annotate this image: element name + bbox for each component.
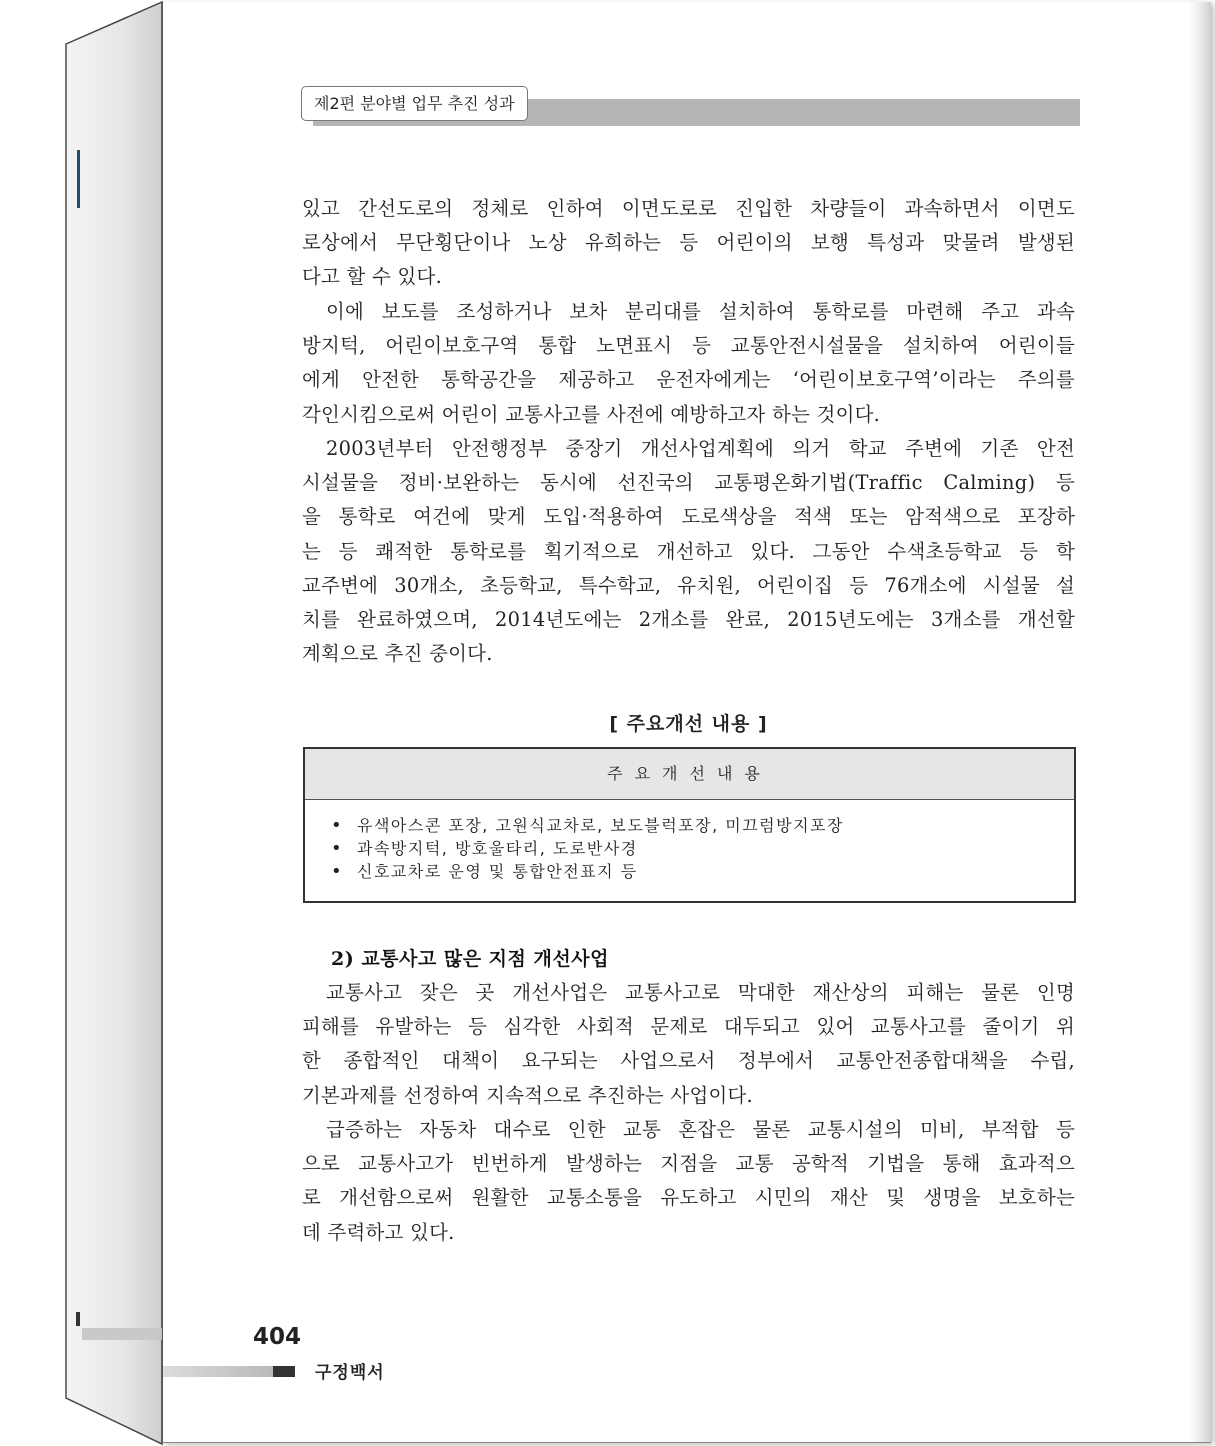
chapter-header: 제2편 분야별 업무 추진 성과 — [301, 86, 528, 121]
text-line: 데 주력하고 있다. — [302, 1220, 455, 1244]
paragraph-4 — [302, 976, 1075, 1113]
text-line: 에게 안전한 통학공간을 제공하고 운전자에게는 ‘어린이보호구역’이라는 주의를 — [302, 368, 1075, 392]
page-number: 404 — [253, 1324, 302, 1350]
text-line: 기본과제를 선정하여 지속적으로 추진하는 사업이다. — [302, 1083, 754, 1107]
footer-bar — [163, 1366, 273, 1377]
text-line: 각인시킴으로써 어린이 교통사고를 사전에 예방하고자 하는 것이다. — [302, 402, 881, 426]
book-spine — [0, 0, 170, 1446]
paragraph-1 — [302, 192, 1075, 295]
improvement-list — [305, 814, 1074, 883]
paragraph-5 — [302, 1113, 1075, 1250]
section-title: 2) 교통사고 많은 지점 개선사업 — [331, 948, 609, 970]
paragraph-2 — [302, 295, 1075, 432]
text-line: 이에 보도를 조성하거나 보차 분리대를 설치하여 통학로를 마련해 주고 과속 — [326, 300, 1075, 323]
text-line: 치를 완료하였으며, 2014년도에는 2개소를 완료, 2015년도에는 3개소를 개선할 — [302, 608, 1075, 632]
text-line: 로상에서 무단횡단이나 노상 유희하는 등 어린이의 보행 특성과 맞물려 발생된 — [302, 231, 1075, 255]
text-line: 한 종합적인 대책이 요구되는 사업으로서 정부에서 교통안전종합대책을 수립, — [302, 1049, 1075, 1073]
text-line: 는 등 쾌적한 통학로를 획기적으로 개선하고 있다. 그동안 수색초등학교 등 학 — [302, 539, 1075, 563]
text-line: 교통사고 잦은 곳 개선사업은 교통사고로 막대한 재산상의 피해는 물론 인명 — [326, 981, 1075, 1004]
box-caption: [ 주요개선 내용 ] — [609, 713, 768, 735]
paragraph-3 — [302, 432, 1075, 671]
list-item: • 유색아스콘 포장, 고원식교차로, 보도블럭포장, 미끄럼방지포장 — [331, 814, 1074, 837]
book-title: 구정백서 — [315, 1363, 385, 1383]
text-line: 방지턱, 어린이보호구역 통합 노면표시 등 교통안전시설물을 설치하여 어린이들 — [302, 334, 1075, 358]
improvement-box — [303, 747, 1076, 903]
text-line: 급증하는 자동차 대수로 인한 교통 혼잡은 물론 교통시설의 미비, 부적합 등 — [326, 1118, 1075, 1141]
text-line: 을 통학로 여건에 맞게 도입·적용하여 도로색상을 적색 또는 암적색으로 포장하 — [302, 505, 1075, 529]
text-line: 로 개선함으로써 원활한 교통소통을 유도하고 시민의 재산 및 생명을 보호하는 — [302, 1186, 1075, 1210]
list-item: • 신호교차로 운영 및 통합안전표지 등 — [331, 860, 1074, 883]
text-line: 있고 간선도로의 정체로 인하여 이면도로로 진입한 차량들이 과속하면서 이면도 — [302, 197, 1075, 220]
text-line: 다고 할 수 있다. — [302, 265, 443, 289]
box-header: 주요개선내용 — [305, 749, 1074, 800]
text-line: 교주변에 30개소, 초등학교, 특수학교, 유치원, 어린이집 등 76개소에 시설물 설 — [302, 573, 1075, 597]
list-item: • 과속방지턱, 방호울타리, 도로반사경 — [331, 837, 1074, 860]
text-line: 피해를 유발하는 등 심각한 사회적 문제로 대두되고 있어 교통사고를 줄이기 위 — [302, 1015, 1075, 1039]
text-line: 2003년부터 안전행정부 중장기 개선사업계획에 의거 학교 주변에 기존 안전 — [326, 437, 1075, 460]
text-line: 으로 교통사고가 빈번하게 발생하는 지점을 교통 공학적 기법을 통해 효과적으 — [302, 1152, 1075, 1176]
page-edge — [1189, 2, 1211, 1442]
document-page — [162, 2, 1211, 1443]
text-line: 시설물을 정비·보완하는 동시에 선진국의 교통평온화기법(Traffic Calming) 등 — [302, 471, 1075, 495]
footer-bar-accent — [273, 1366, 295, 1377]
text-line: 계획으로 추진 중이다. — [302, 642, 493, 666]
